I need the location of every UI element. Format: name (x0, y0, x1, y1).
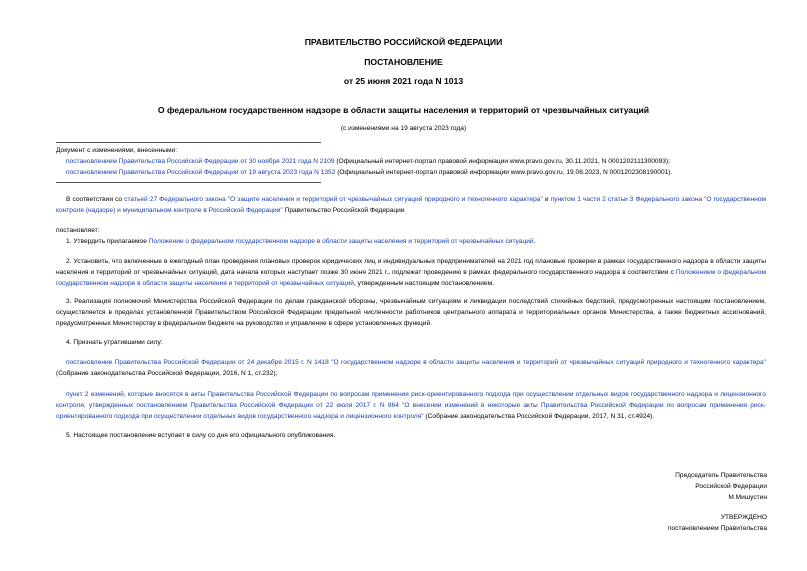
preamble-text: и (542, 196, 551, 203)
item-5: 5. Настоящее постановление вступает в силу со дня его официального опубликования. (66, 432, 336, 439)
changes-list (56, 145, 756, 178)
regulation-link[interactable]: Положение о федеральном государственном надзоре в области защиты населения и территорий от чрезвычайных ситуаций (148, 238, 534, 245)
document-date-number: от 25 июня 2021 года N 1013 (343, 76, 464, 86)
signer-organization: Российской Федерации (695, 483, 767, 490)
regulation-link[interactable]: Положением о федеральном государственном надзоре в области защиты населения и территорий от чрезвычайных ситуаций (56, 269, 766, 287)
approval-block (567, 512, 767, 534)
approval-text: постановлением Правительства (667, 525, 767, 532)
law-link[interactable]: статьей 27 Федерального закона "О защите населения и территорий от чрезвычайных ситуаций природного и техногенного характера" (124, 196, 543, 203)
government-heading: ПРАВИТЕЛЬСТВО РОССИЙСКОЙ ФЕДЕРАЦИИ (304, 37, 503, 47)
item-1 (56, 236, 766, 247)
preamble-paragraph (56, 194, 766, 216)
bottom-divider (56, 182, 321, 183)
revision-note: (с изменениями на 19 августа 2023 года) (340, 125, 467, 132)
approval-heading: УТВЕРЖДЕНО (720, 514, 767, 521)
item-text: (Собрание законодательства Российской Федерации, 2017, N 31, ст.4924). (423, 413, 655, 420)
item-text: (Собрание законодательства Российской Федерации, 2016, N 1, ст.232); (56, 370, 278, 377)
decrees-word: постановляет: (56, 227, 100, 234)
signer-name: М.Мишустин (728, 494, 767, 501)
item-4-sub-1 (56, 357, 766, 379)
preamble-text: В соответствии со (66, 196, 125, 203)
document-type: ПОСТАНОВЛЕНИЕ (364, 57, 443, 67)
item-text: 2. Установить, что включенные в ежегодный план проведения плановых проверок юридических лиц и индивидуальных предпринимателей на 2021 год плановые проверки в рамках государственного надзора в области защиты населения и территорий от чрезвычайных ситуаций, дата начала которых наступает позже 30 июня 2021 г., подлежат проведению в рамках федерального государственного надзора в соответствии с (56, 258, 766, 276)
change-item (56, 156, 756, 167)
item-text: , утвержденным настоящим постановлением. (353, 280, 494, 287)
changes-intro: Документ с изменениями, внесенными: (56, 147, 178, 154)
item-text: 1. Утвердить прилагаемое (66, 238, 149, 245)
repealed-act-link[interactable]: пункт 2 изменений, которые вносятся в акты Правительства Российской Федерации по вопросам применения риск-ориентированного подхода при осуществлении отдельных видов государственного надзора и лицензионного контроля, утвержденных постановлением Правительства Российской Федерации от 22 июля 2017 г. N 864 "О внесении изменений в некоторые акты Правительства Российской Федерации по вопросам применения риск-ориентированного подхода при осуществлении отдельных видов государственного надзора и лицензионного контроля" (56, 391, 766, 420)
repealed-act-link[interactable]: постановление Правительства Российской Федерации от 24 декабря 2015 г. N 1418 "О государственном надзоре в области защиты населения и территорий от чрезвычайных ситуаций природного и техногенного характера" (66, 359, 766, 366)
change-link[interactable]: постановлением Правительства Российской Федерации от 19 августа 2023 года N 1352 (66, 169, 336, 176)
signature-block (567, 470, 767, 503)
preamble-text: Правительство Российской Федерации (282, 207, 405, 214)
item-4: 4. Признать утратившими силу: (66, 339, 163, 346)
signer-position: Председатель Правительства (675, 472, 767, 479)
change-source: (Официальный интернет-портал правовой информации www.pravo.gov.ru, 19.08.2023, N 0001202308190001). (335, 169, 673, 176)
document-title: О федеральном государственном надзоре в области защиты населения и территорий от чрезвычайных ситуаций (157, 105, 650, 115)
item-2 (56, 256, 766, 289)
change-link[interactable]: постановлением Правительства Российской Федерации от 30 ноября 2021 года N 2109 (66, 158, 335, 165)
change-item (56, 167, 756, 178)
top-divider (56, 142, 321, 143)
item-text: . (533, 238, 536, 245)
item-3: 3. Реализация полномочий Министерства Российской Федерации по делам гражданской обороны, чрезвычайным ситуациям и ликвидации последствий стихийных бедствий, предусмотренных настоящим постановлением, осуществляется в пределах установленной Правительством Российской Федерации предельной численности работников центрального аппарата и территориальных органов Министерства, а также бюджетных ассигнований, предусмотренных Министерству в федеральном бюджете на руководство и управление в сфере установленных функций. (56, 298, 766, 327)
item-4-sub-2 (56, 389, 766, 422)
change-source: (Официальный интернет-портал правовой информации www.pravo.gov.ru, 30.11.2021, N 0001202111300093); (334, 158, 670, 165)
law-link[interactable]: пунктом 1 части 2 статьи 3 Федерального закона "О государственном контроле (надзоре) и муниципальном контроле в Российской Федерации" (56, 196, 766, 214)
